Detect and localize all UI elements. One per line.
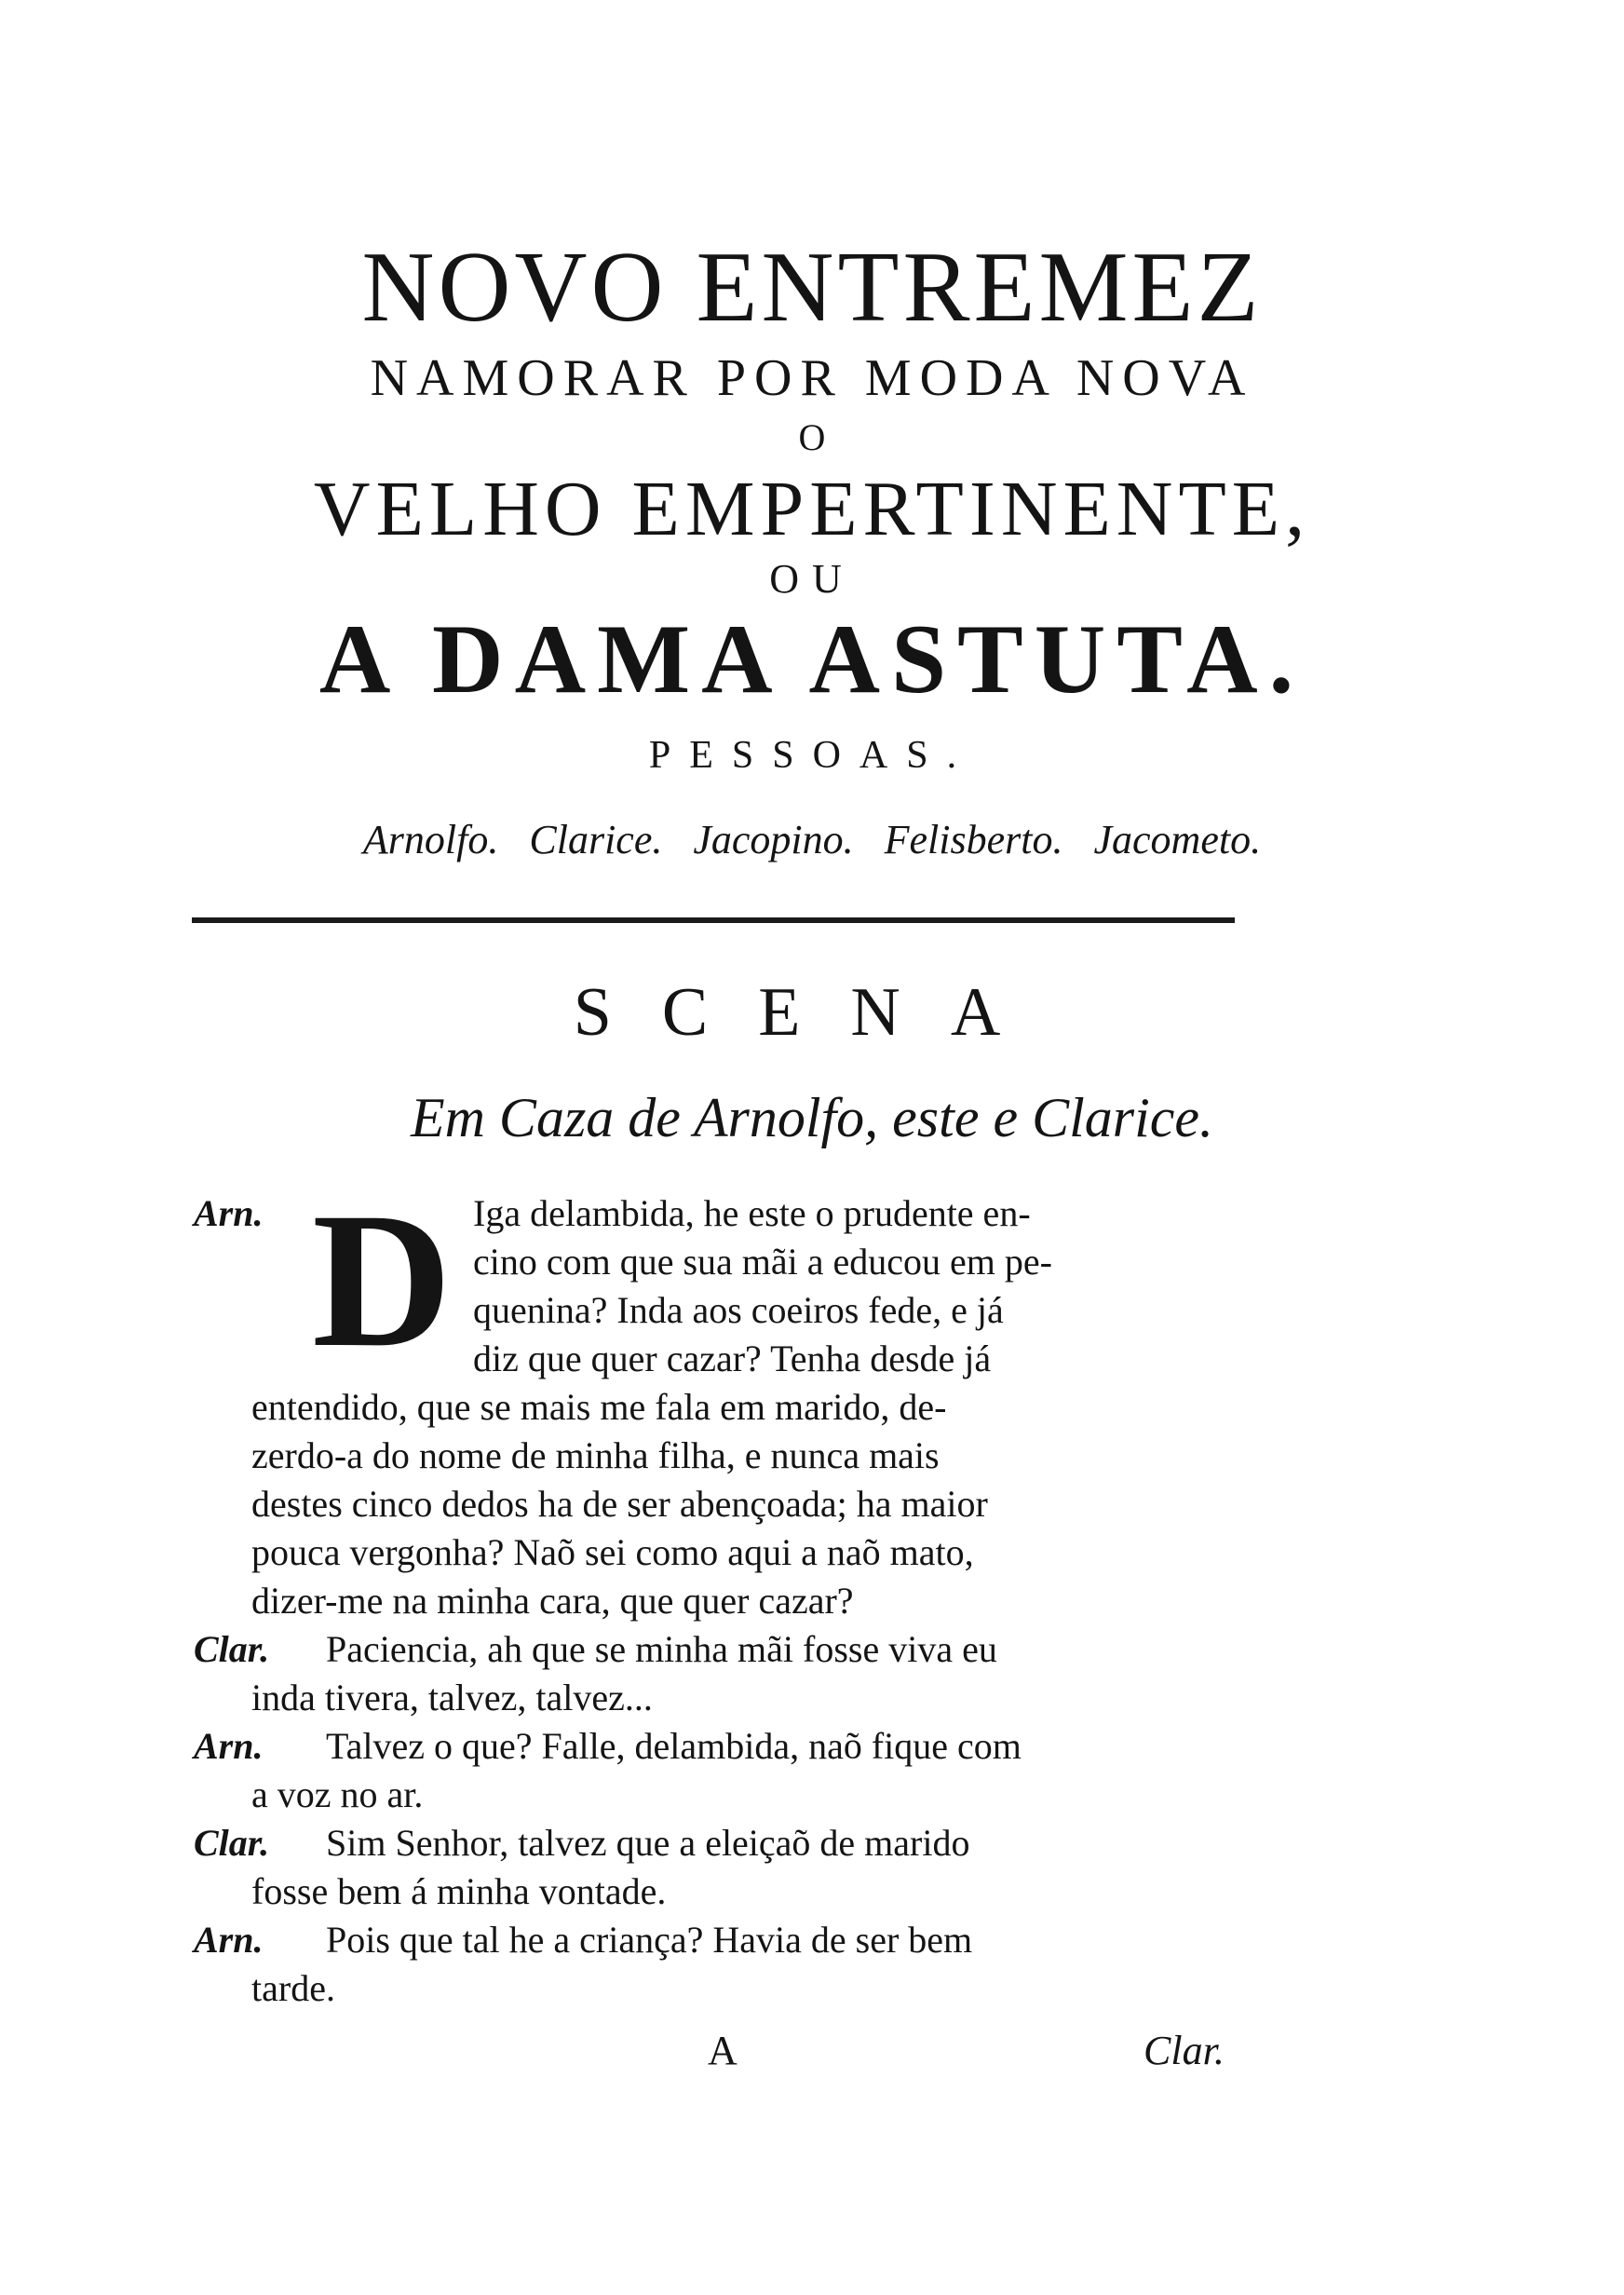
speaker-label: Clar. — [194, 1628, 270, 1670]
speaker-label: Arn. — [194, 1192, 264, 1234]
text-line: quenina? Inda aos coeiros fede, e já — [473, 1289, 1004, 1331]
text-line: a voz no ar. — [251, 1773, 424, 1815]
text-line: Paciencia, ah que se minha mãi fosse viva eu — [326, 1628, 997, 1670]
text-line: destes cinco dedos ha de ser abençoada; ha maior — [251, 1483, 988, 1525]
text-line: fosse bem á minha vontade. — [251, 1870, 667, 1912]
title-line-5: OU — [769, 556, 855, 602]
pessoas-heading: PESSOAS. — [648, 734, 976, 777]
speaker-label: Arn. — [194, 1725, 264, 1767]
horizontal-rule — [192, 917, 1235, 923]
text-line: inda tivera, talvez, talvez... — [251, 1677, 653, 1718]
text-line: zerdo-a do nome de minha filha, e nunca mais — [251, 1434, 940, 1476]
title-line-3: O — [798, 416, 826, 458]
scene-heading: SCENA — [573, 974, 1051, 1051]
drop-cap: D — [312, 1173, 453, 1387]
text-line: diz que quer cazar? Tenha desde já — [473, 1338, 992, 1379]
title-line-1: NOVO ENTREMEZ — [361, 232, 1263, 343]
scene-subtitle: Em Caza de Arnolfo, este e Clarice. — [410, 1087, 1214, 1148]
title-line-6: A DAMA ASTUTA. — [318, 604, 1306, 713]
title-line-2: NAMORAR POR MODA NOVA — [370, 349, 1254, 407]
text-line: Iga delambida, he este o prudente en- — [473, 1192, 1031, 1234]
speaker-label: Clar. — [194, 1822, 270, 1864]
text-line: entendido, que se mais me fala em marido, de- — [251, 1386, 947, 1428]
title-line-4: VELHO EMPERTINENTE, — [313, 466, 1311, 552]
text-line: pouca vergonha? Naõ sei como aqui a naõ mato, — [251, 1531, 974, 1573]
text-line: Pois que tal he a criança? Havia de ser bem — [326, 1919, 973, 1961]
character-list: Arnolfo. Clarice. Jacopino. Felisberto. Jacometo. — [362, 817, 1262, 862]
text-line: dizer-me na minha cara, que quer cazar? — [251, 1580, 854, 1622]
speaker-label: Arn. — [194, 1919, 264, 1961]
text-line: cino com que sua mãi a educou em pe- — [473, 1241, 1052, 1283]
text-line: tarde. — [251, 1967, 335, 2009]
signature-mark: A — [708, 2028, 738, 2073]
catchword: Clar. — [1144, 2028, 1225, 2073]
text-line: Talvez o que? Falle, delambida, naõ fique com — [326, 1725, 1022, 1767]
text-line: Sim Senhor, talvez que a eleiçaõ de marido — [326, 1822, 970, 1864]
